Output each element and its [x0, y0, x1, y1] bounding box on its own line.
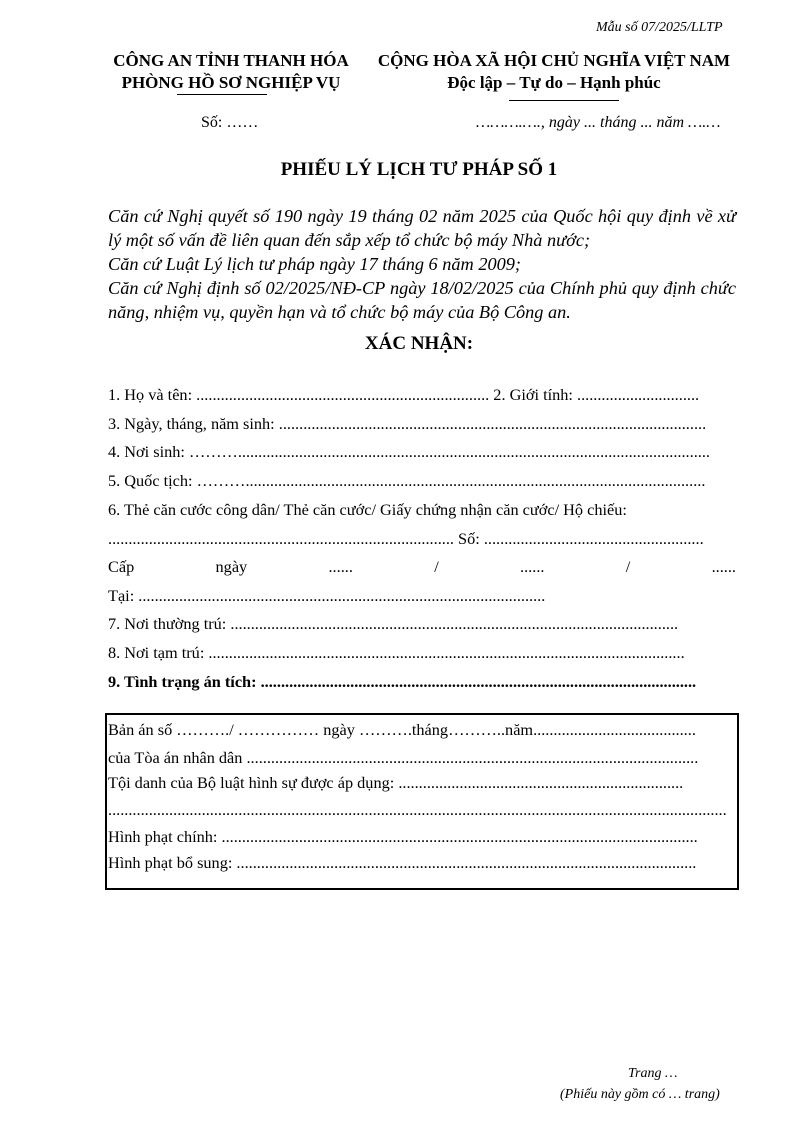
document-date: ……….…., ngày ... tháng ... năm ….… — [476, 114, 721, 131]
field-issue-date — [108, 557, 736, 577]
field-birth-place: 4. Nơi sinh: ……….................................................................................................................... — [108, 442, 710, 461]
agency-underline — [177, 94, 267, 95]
page-title: PHIẾU LÝ LỊCH TƯ PHÁP SỐ 1 — [280, 159, 558, 180]
nation-name: CỘNG HÒA XÃ HỘI CHỦ NGHĨA VIỆT NAM — [377, 51, 731, 70]
issue-blank: ...... — [711, 557, 736, 576]
field-permanent-residence: 7. Nơi thường trú: .............................................................................................................. — [108, 614, 679, 633]
issue-separator: / — [625, 557, 631, 576]
field-issue-place: Tại: .................................................................................................... — [108, 586, 546, 605]
main-penalty-line: Hình phạt chính: ..................................................................................................................... — [108, 827, 698, 846]
legal-basis — [108, 204, 736, 324]
issue-blank: ...... — [328, 557, 353, 576]
agency-name: CÔNG AN TỈNH THANH HÓA — [113, 51, 349, 70]
confirm-heading: XÁC NHẬN: — [364, 333, 474, 354]
field-birth-date: 3. Ngày, tháng, năm sinh: ......................................................................................................... — [108, 414, 707, 433]
document-number: Số: …… — [201, 114, 259, 131]
motto-underline — [509, 100, 619, 101]
field-id-document: 6. Thẻ căn cước công dân/ Thẻ căn cước/ Giấy chứng nhận căn cước/ Hộ chiếu: — [108, 500, 627, 519]
national-motto: Độc lập – Tự do – Hạnh phúc — [447, 73, 661, 92]
offense-line: Tội danh của Bộ luật hình sự được áp dụng: ...................................................................... — [108, 773, 684, 792]
field-criminal-record-status: 9. Tình trạng án tích: ........................................................................................................... — [108, 672, 697, 691]
department-name: PHÒNG HỒ SƠ NGHIỆP VỤ — [121, 73, 341, 92]
issue-word: Cấp — [108, 557, 135, 576]
page-count-note: (Phiếu này gồm có … trang) — [560, 1087, 720, 1102]
issue-word: ngày — [215, 557, 248, 576]
verdict-box — [105, 713, 739, 890]
field-temporary-residence: 8. Nơi tạm trú: ..................................................................................................................... — [108, 643, 685, 662]
court-line: của Tòa án nhân dân ............................................................................................................... — [108, 748, 699, 767]
page-number: Trang … — [628, 1066, 678, 1081]
field-nationality: 5. Quốc tịch: ………................................................................................................................. — [108, 471, 706, 490]
verdict-number-line: Bản án số ………./ …………… ngày ……….tháng………..năm........................................ — [108, 720, 696, 739]
offense-continued-line: ........................................................................................................................................................ — [108, 800, 727, 819]
issue-blank: ...... — [520, 557, 545, 576]
nation-header — [368, 50, 740, 94]
legal-basis-item: Căn cứ Luật Lý lịch tư pháp ngày 17 tháng 6 năm 2009; — [108, 254, 521, 274]
legal-basis-item: Căn cứ Nghị quyết số 190 ngày 19 tháng 02 năm 2025 của Quốc hội quy định về xử lý một số vấn đề liên quan đến sắp xếp tổ chức bộ máy Nhà nước; — [108, 206, 736, 250]
field-name-gender: 1. Họ và tên: ........................................................................ 2. Giới tính: .............................. — [108, 385, 700, 404]
field-id-number: ..................................................................................... Số: ...................................................... — [108, 529, 704, 548]
agency-header — [106, 50, 356, 94]
legal-basis-item: Căn cứ Nghị định số 02/2025/NĐ-CP ngày 18/02/2025 của Chính phủ quy định chức năng, nhiệm vụ, quyền hạn và tổ chức bộ máy của Bộ Công an. — [108, 278, 736, 322]
additional-penalty-line: Hình phạt bổ sung: ................................................................................................................. — [108, 853, 697, 872]
form-code: Mẫu số 07/2025/LLTP — [596, 20, 723, 35]
issue-separator: / — [434, 557, 439, 576]
